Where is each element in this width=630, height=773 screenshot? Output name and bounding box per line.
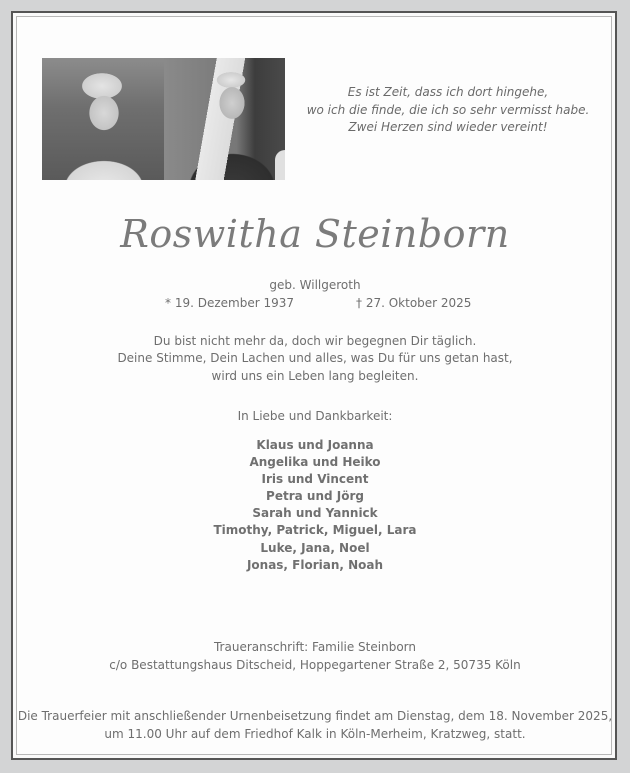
address-line: c/o Bestattungshaus Ditscheid, Hoppegartener Straße 2, 50735 Köln xyxy=(109,658,521,672)
mourner-entry: Jonas, Florian, Noah xyxy=(246,557,384,572)
birth-date: * 19. Dezember 1937 xyxy=(165,296,294,310)
woman-portrait xyxy=(42,58,164,180)
quote-line: wo ich die finde, die ich so sehr vermisst habe. xyxy=(306,102,590,117)
ceremony-line: Die Trauerfeier mit anschließender Urnenbeisetzung findet am Dienstag, dem 18. November 2025, xyxy=(17,709,613,723)
quote-line: Zwei Herzen sind wieder vereint! xyxy=(348,120,548,134)
ceremony-line: um 11.00 Uhr auf dem Friedhof Kalk in Köln-Merheim, Kratzweg, statt. xyxy=(104,727,526,741)
funeral-ceremony-info xyxy=(0,707,630,743)
mourner-entry: Luke, Jana, Noel xyxy=(260,540,370,555)
mourner-entry: Klaus und Joanna xyxy=(256,438,374,452)
memorial-poem xyxy=(0,333,630,385)
address-line: Traueranschrift: Familie Steinborn xyxy=(213,640,416,654)
poem-line: wird uns ein Leben lang begleiten. xyxy=(211,368,419,383)
death-date: † 27. Oktober 2025 xyxy=(356,296,472,310)
poem-line: Du bist nicht mehr da, doch wir begegnen Dir täglich. xyxy=(153,334,477,348)
maiden-name: geb. Willgeroth xyxy=(269,278,361,292)
mourning-address xyxy=(0,638,630,674)
mourner-entry: Iris und Vincent xyxy=(261,472,369,487)
deceased-name: Roswitha Steinborn xyxy=(120,212,510,256)
mourner-entry: Timothy, Patrick, Miguel, Lara xyxy=(213,523,417,538)
memorial-quote xyxy=(300,84,596,137)
man-portrait xyxy=(164,58,285,180)
poem-line: Deine Stimme, Dein Lachen und alles, was Du für uns getan hast, xyxy=(117,351,513,366)
mourner-entry: Sarah und Yannick xyxy=(252,506,378,521)
mourner-entry: Angelika und Heiko xyxy=(249,455,381,470)
portrait-photo xyxy=(42,58,285,180)
dedication-line: In Liebe und Dankbarkeit: xyxy=(237,409,393,423)
mourner-entry: Petra und Jörg xyxy=(266,489,364,504)
mourners-list xyxy=(0,437,630,574)
quote-line: Es ist Zeit, dass ich dort hingehe, xyxy=(347,85,549,99)
